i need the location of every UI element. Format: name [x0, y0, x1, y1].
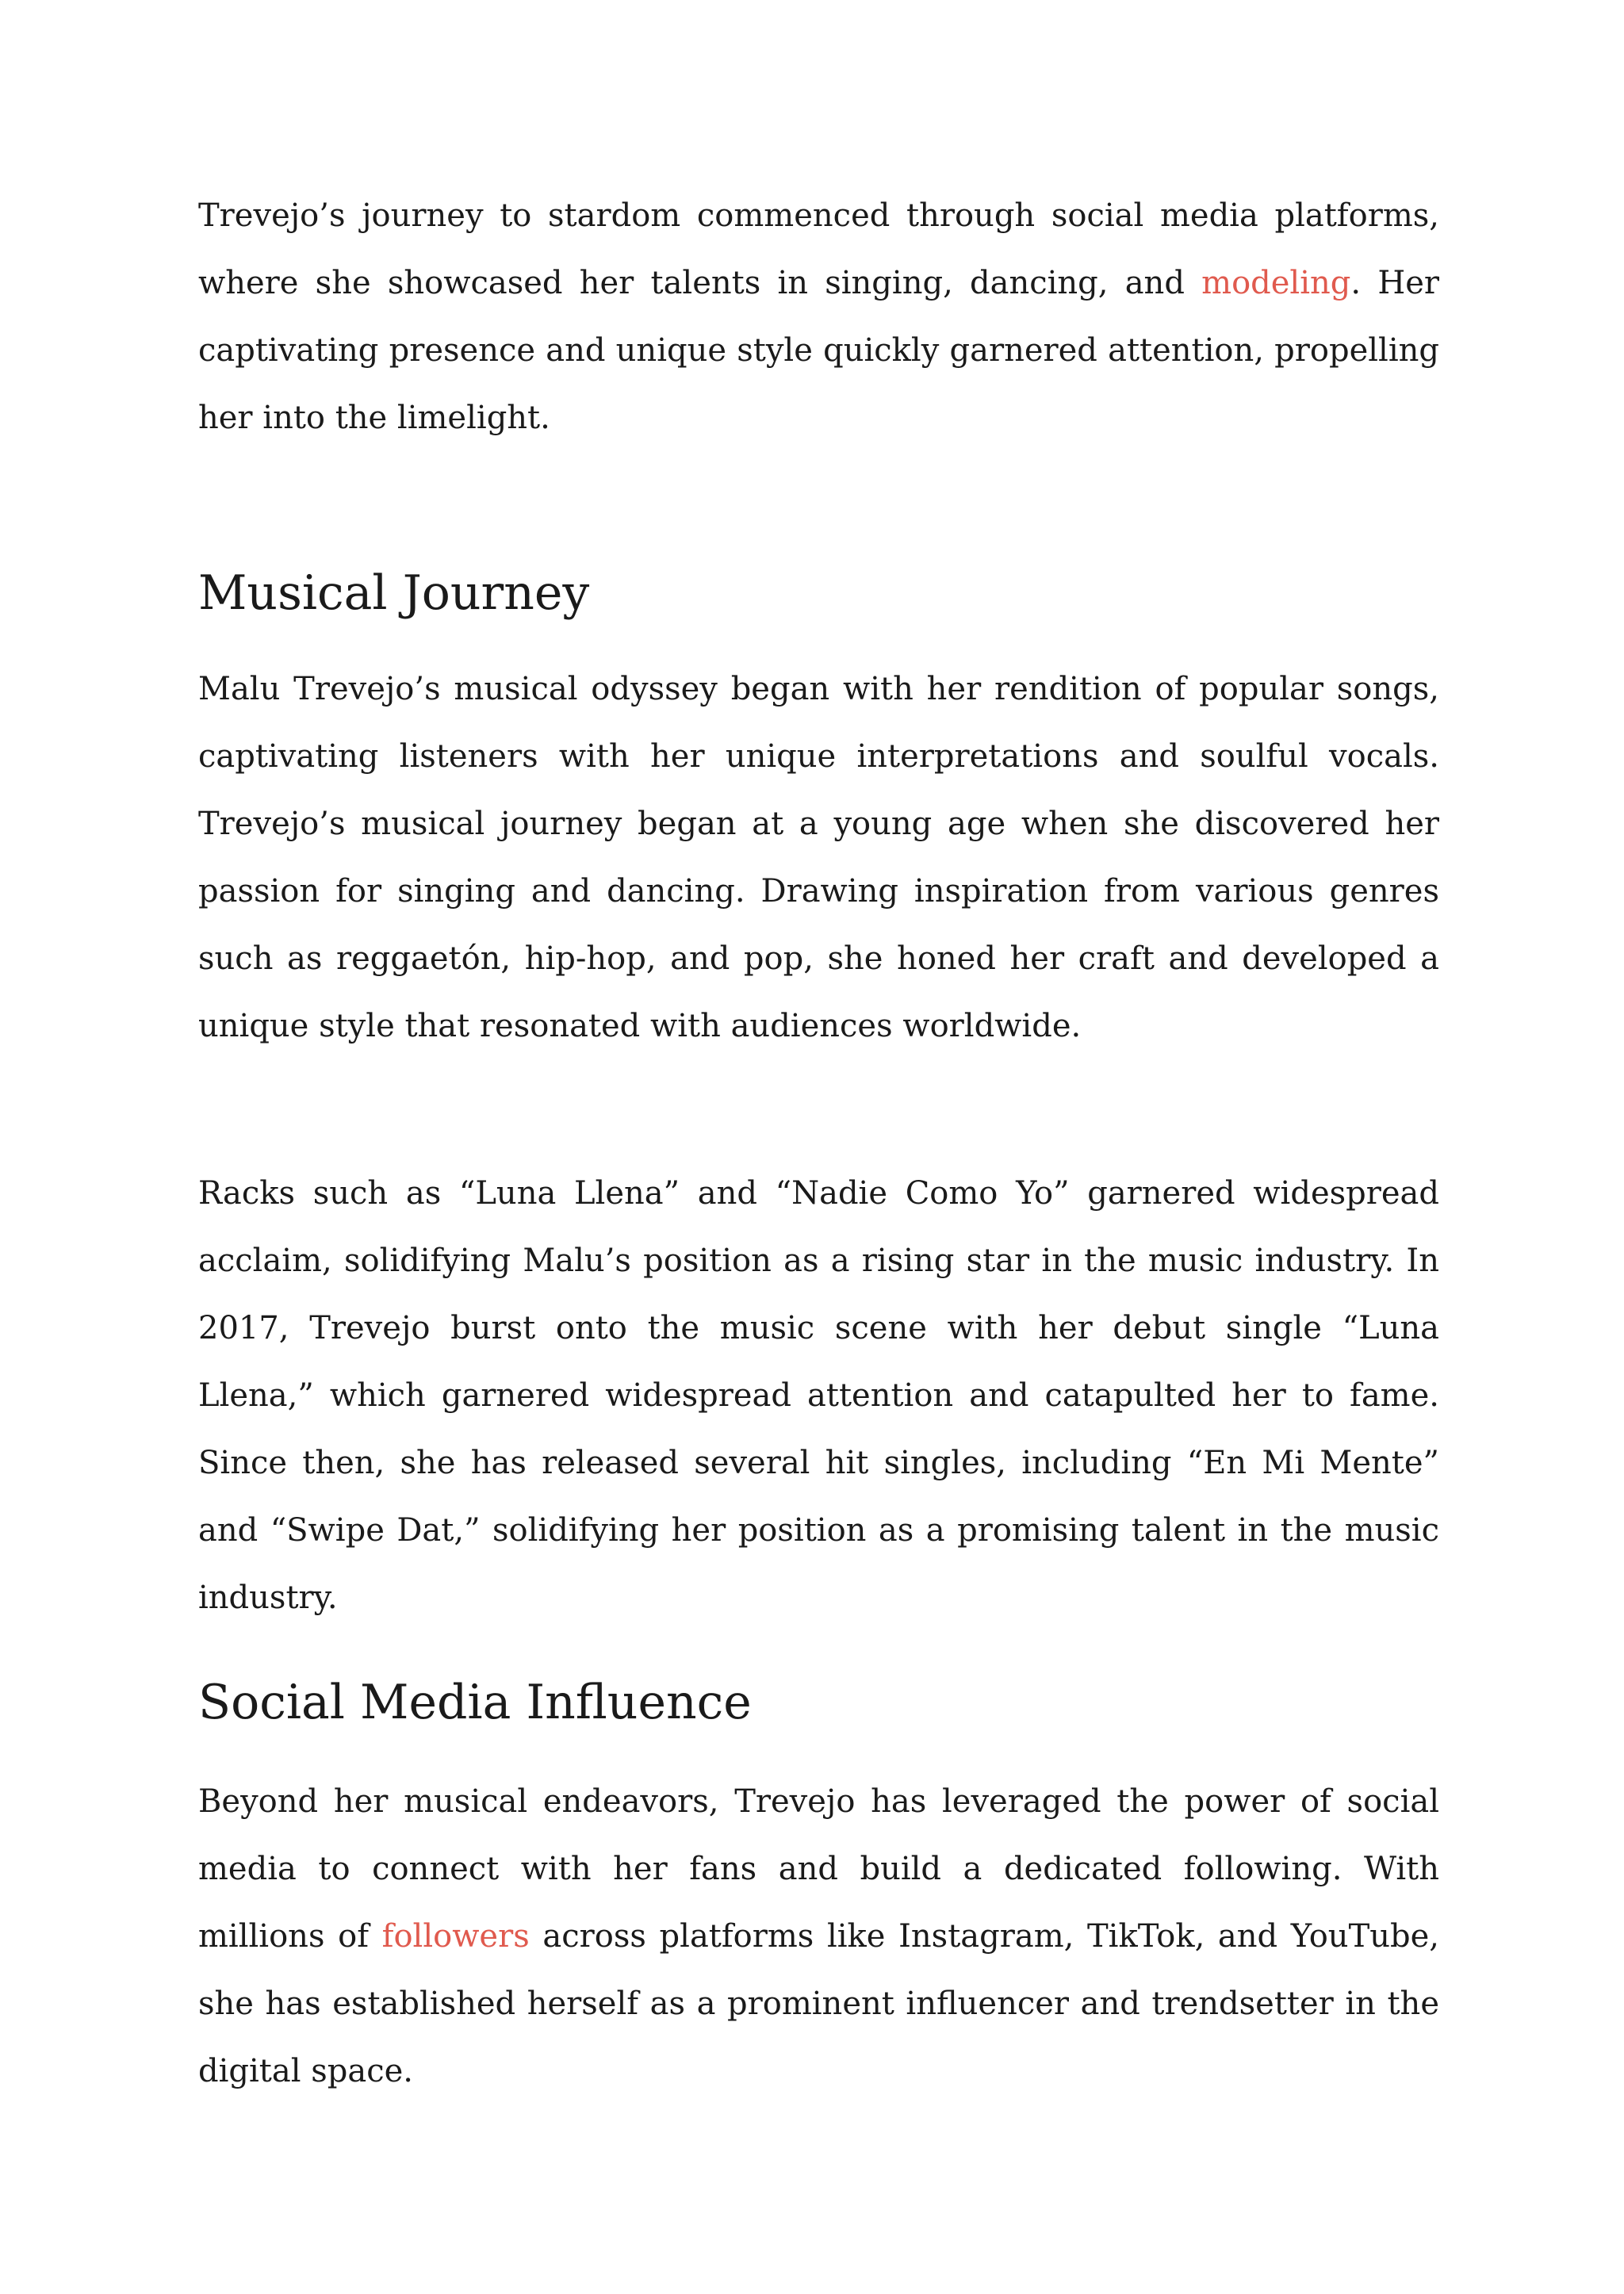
social-text-after-link: across platforms like Instagram, TikTok, and YouTube, she has established herself as a prominent influencer and trendsetter in the digital space. — [198, 1918, 1439, 2089]
intro-text-after-link: . Her captivating presence and unique style quickly garnered attention, propelling her into the limelight. — [198, 265, 1439, 436]
musical-journey-heading: Musical Journey — [198, 565, 590, 621]
modeling-link[interactable]: modeling — [1201, 265, 1351, 301]
musical-journey-paragraph-1: Malu Trevejo’s musical odyssey began with her rendition of popular songs, captivating listeners with her unique interpretations and soulful vocals. Trevejo’s musical journey began at a young age when she discovered her passion for singing and dancing. Drawing inspiration from various genres such as reggaetón, hip-hop, and pop, she honed her craft and developed a unique style that resonated with audiences worldwide. — [198, 671, 1439, 1044]
musical-journey-paragraph-2: Racks such as “Luna Llena” and “Nadie Como Yo” garnered widespread acclaim, solidifying Malu’s position as a rising star in the music industry. In 2017, Trevejo burst onto the music scene with her debut single “Luna Llena,” which garnered widespread attention and catapulted her to fame. Since then, she has released several hit singles, including “En Mi Mente” and “Swipe Dat,” solidifying her position as a promising talent in the music industry. — [198, 1175, 1439, 1616]
intro-text-before-link: Trevejo’s journey to stardom commenced through social media platforms, where she showcased her talents in singing, dancing, and — [198, 197, 1439, 301]
intro-paragraph — [198, 182, 1439, 452]
social-media-paragraph — [198, 1768, 1439, 2105]
followers-link[interactable]: followers — [381, 1918, 530, 1955]
social-media-heading: Social Media Influence — [198, 1675, 752, 1730]
social-text-before-link: Beyond her musical endeavors, Trevejo has leveraged the power of social media to connect with her fans and build a dedicated following. With millions of — [198, 1783, 1439, 1955]
